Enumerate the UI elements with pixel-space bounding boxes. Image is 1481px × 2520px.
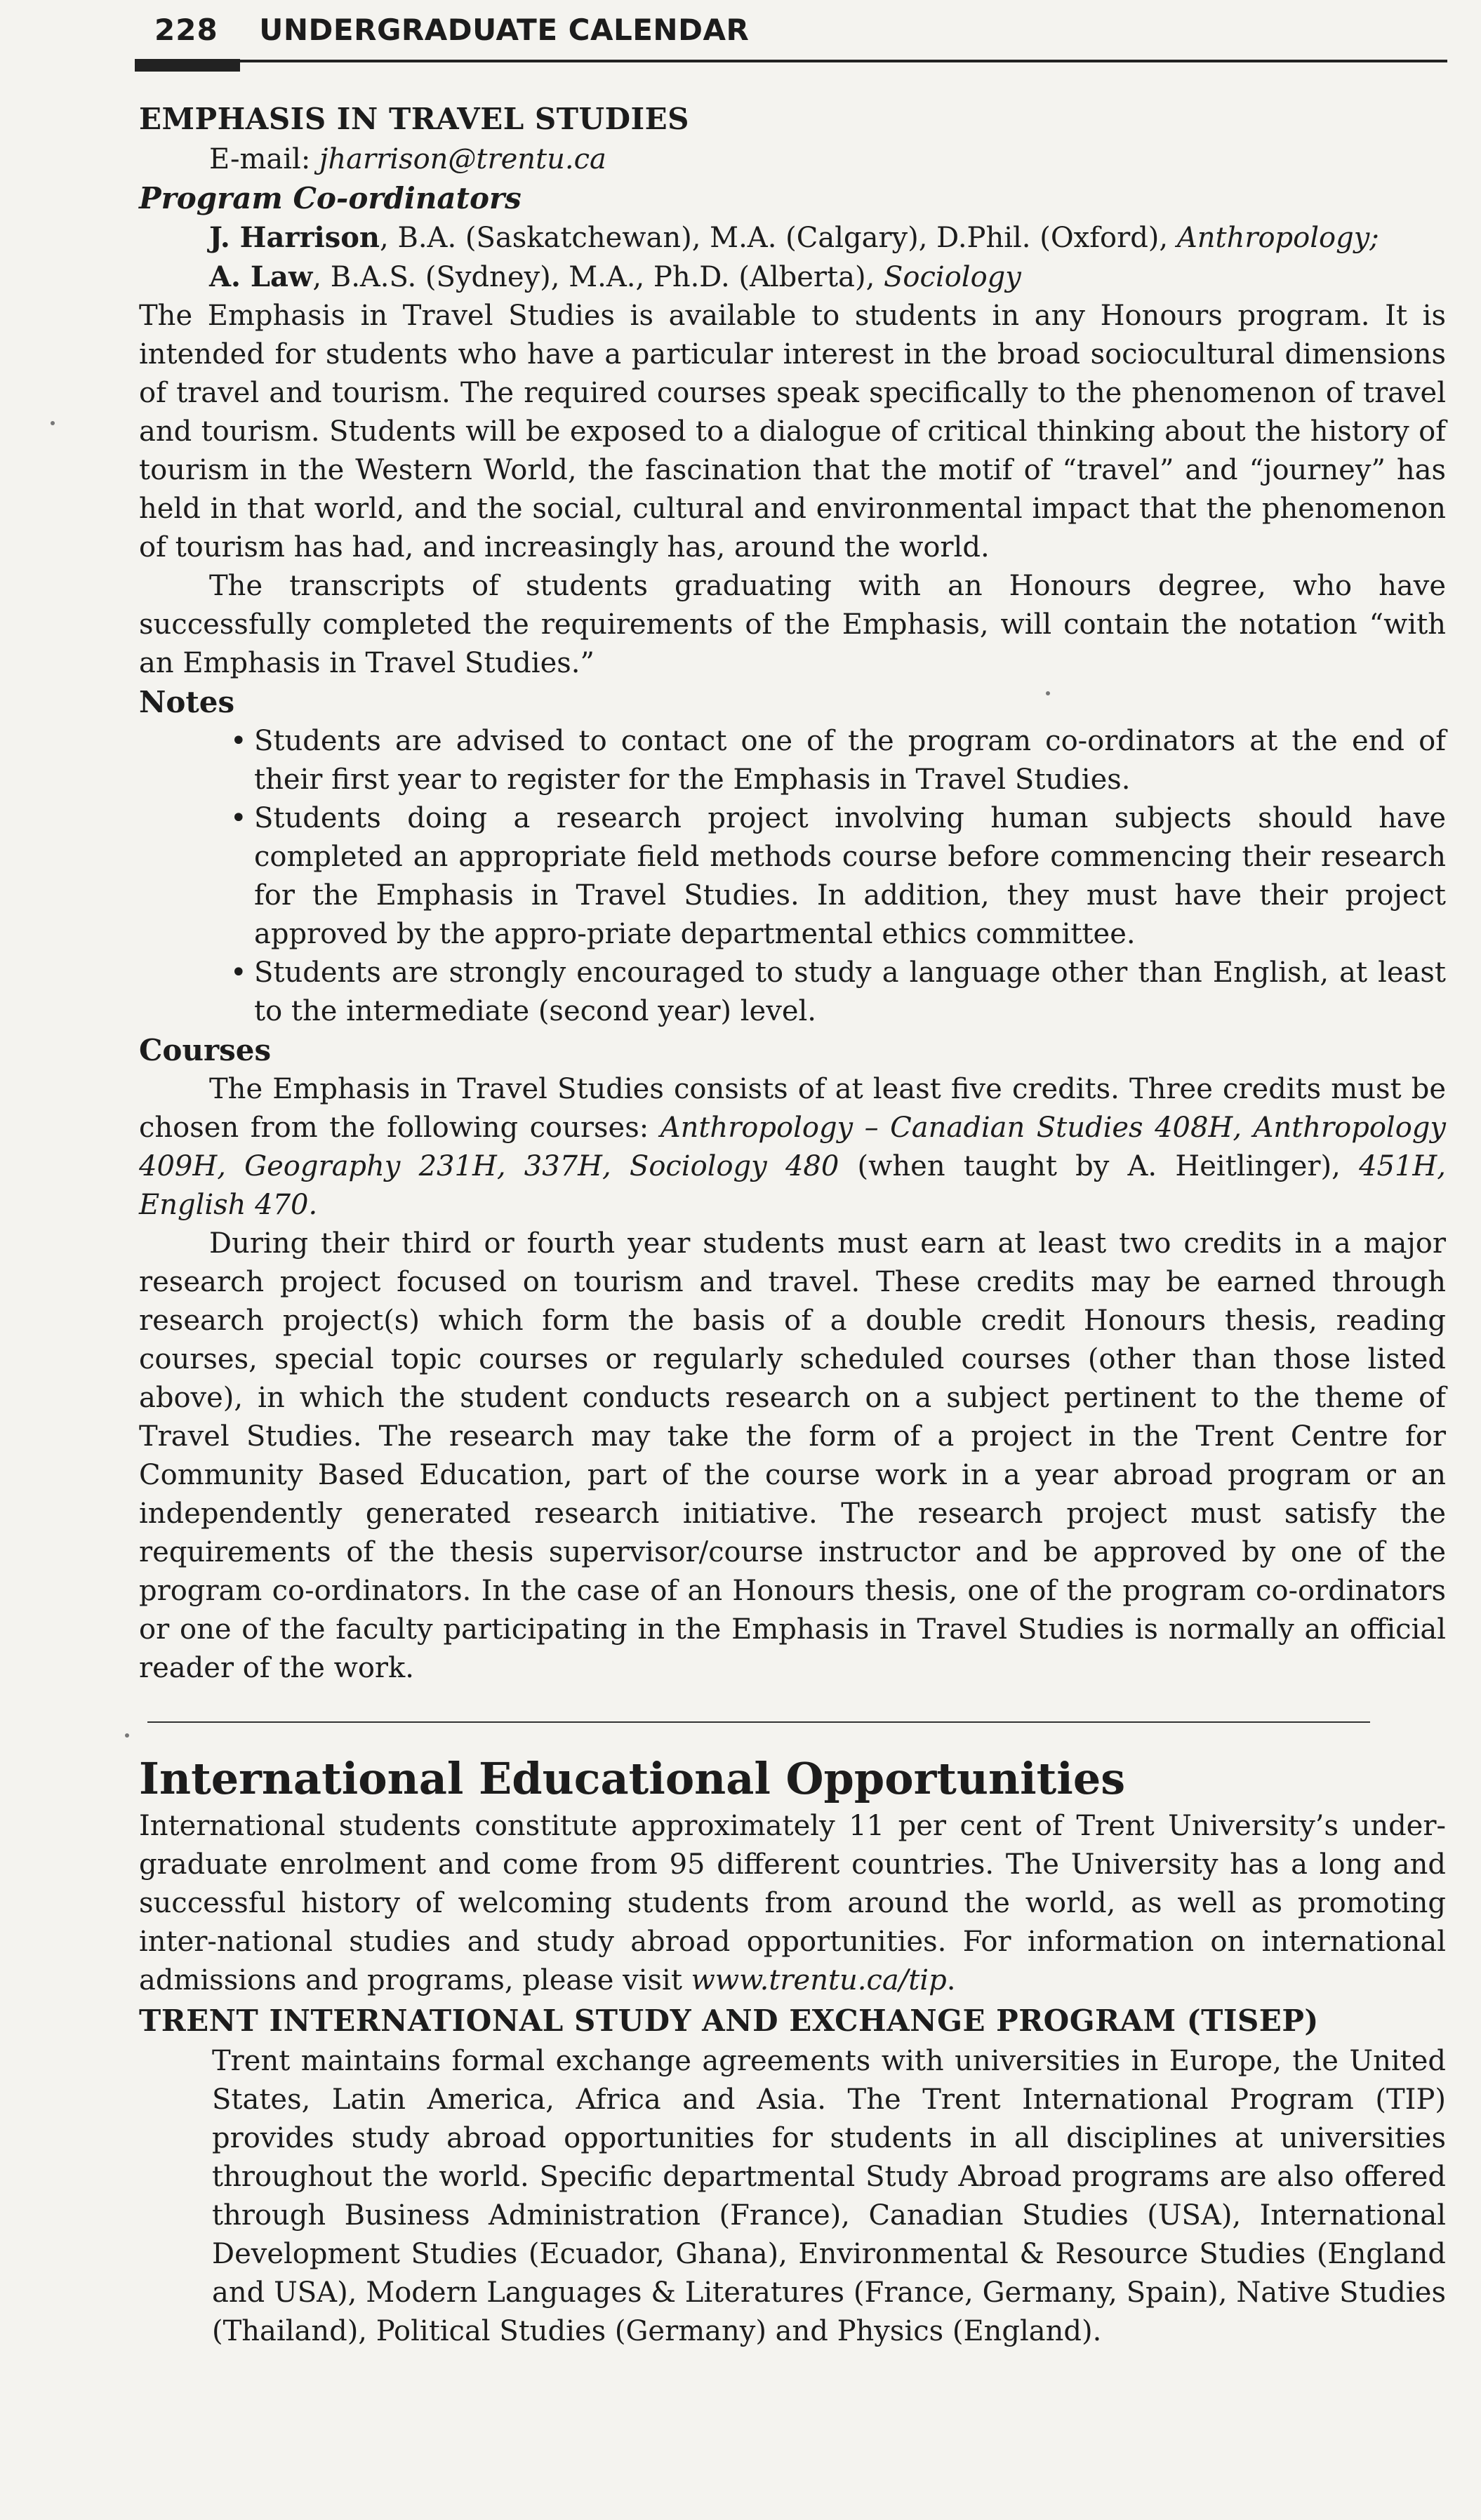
- running-title: UNDERGRADUATE CALENDAR: [259, 13, 750, 47]
- email-address[interactable]: jharrison@trentu.ca: [319, 143, 606, 175]
- note-text: Students are strongly encouraged to study a language other than English, at least to the intermediate (second year) level.: [254, 956, 1446, 1027]
- course-list: 451H, English 470.: [139, 1150, 1447, 1221]
- list-item: [230, 799, 1446, 954]
- transcripts-paragraph: The transcripts of students graduating with an Honours degree, who have successfully completed the requirements of the Emphasis, will contain the notation “with an Emphasis in Travel Studies.”: [139, 570, 1446, 679]
- note-text: Students doing a research project involving human subjects should have completed an appropriate field methods course before commencing their research for the Emphasis in Travel Studies. In addition, they must have their project approved by the appro-priate departmental ethics committee.: [254, 802, 1446, 950]
- list-item: [230, 722, 1446, 799]
- bullet-icon: •: [230, 956, 247, 989]
- coordinators-heading: Program Co-ordinators: [139, 181, 522, 215]
- coordinator-name: A. Law: [209, 260, 313, 293]
- intro-text-end: .: [946, 1964, 956, 1996]
- header-rule: [135, 60, 1447, 62]
- courses-text: (when taught by A. Heitlinger),: [839, 1150, 1360, 1182]
- page-number: 228: [154, 13, 218, 47]
- paper-speck: [1046, 691, 1050, 695]
- research-paragraph: During their third or fourth year students must earn at least two credits in a major research project focused on tourism and travel. These credits may be earned through research project(s) which form the basis of a double credit Honours thesis, reading courses, special topic courses or regularly scheduled courses (other than those listed above), in which the student conducts research on a subject pertinent to the theme of Travel Studies. The research may take the form of a project in the Trent Centre for Community Based Education, part of the course work in a year abroad program or an independently generated research initiative. The research project must satisfy the requirements of the thesis supervisor/course instructor and be approved by one of the program co-ordinators. In the case of an Honours thesis, one of the program co-ordinators or one of the faculty participating in the Emphasis in Travel Studies is normally an official reader of the work.: [139, 1227, 1446, 1684]
- section-divider: [147, 1721, 1370, 1723]
- paper-speck: [51, 421, 55, 425]
- international-intro: [139, 1807, 1446, 2000]
- coordinator-name: J. Harrison: [209, 221, 380, 254]
- bullet-icon: •: [230, 725, 247, 757]
- courses-heading: Courses: [139, 1033, 272, 1067]
- coordinator-entry: [139, 258, 1446, 297]
- tisep-paragraph: Trent maintains formal exchange agreements with universities in Europe, the United States, Latin America, Africa and Asia. The Trent International Program (TIP) provides study abroad opportunities for students in all disciplines at universities throughout the world. Specific departmental Study Abroad programs are also offered through Business Administration (France), Canadian Studies (USA), International Development Studies (Ecuador, Ghana), Environmental & Resource Studies (England and USA), Modern Languages & Literatures (France, Germany, Spain), Native Studies (Thailand), Political Studies (Germany) and Physics (England).: [212, 2045, 1446, 2347]
- coordinator-department: Anthropology;: [1176, 222, 1379, 254]
- note-text: Students are advised to contact one of the program co-ordinators at the end of their first year to register for the Emphasis in Travel Studies.: [254, 725, 1446, 796]
- coordinator-department: Sociology: [884, 261, 1021, 293]
- intro-paragraph: The Emphasis in Travel Studies is available to students in any Honours program. It is intended for students who have a particular interest in the broad sociocultural dimensions of travel and tourism. The required courses speak specifically to the phenomenon of travel and tourism. Students will be exposed to a dialogue of critical thinking about the history of tourism in the Western World, the fascination that the motif of “travel” and “journey” has held in that world, and the social, cultural and environmental impact that the phenomenon of tourism has had, and increasingly has, around the world.: [139, 300, 1446, 564]
- notes-list: [139, 722, 1446, 1031]
- intro-text: International students constitute approximately 11 per cent of Trent University’s under-graduate enrolment and come from 95 different countries. The University has a long and successful history of welcoming students from around the world, as well as promoting inter-national studies and study abroad opportunities. For information on international admissions and programs, please visit: [139, 1810, 1446, 1996]
- coordinator-credentials: , B.A.S. (Sydney), M.A., Ph.D. (Alberta),: [312, 261, 884, 293]
- notes-heading: Notes: [139, 685, 235, 719]
- tisep-heading: TRENT INTERNATIONAL STUDY AND EXCHANGE PROGRAM (TISEP): [139, 2004, 1319, 2038]
- email-label: E-mail:: [209, 143, 320, 175]
- list-item: [230, 954, 1446, 1031]
- coordinator-credentials: , B.A. (Saskatchewan), M.A. (Calgary), D.Phil. (Oxford),: [380, 222, 1177, 254]
- bullet-icon: •: [230, 802, 247, 834]
- course-list: Anthropology – Canadian Studies 408H, Anthropology 409H, Geography 231H, 337H, Sociology 480: [139, 1112, 1446, 1182]
- email-line: [139, 140, 1446, 179]
- tip-link[interactable]: www.trentu.ca/tip: [691, 1964, 947, 1996]
- courses-text: The Emphasis in Travel Studies consists of at least five credits. Three credits must be chosen from the following courses:: [139, 1073, 1446, 1144]
- courses-paragraph: [139, 1070, 1446, 1225]
- paper-speck: [125, 1733, 129, 1738]
- header-rule-accent: [135, 59, 240, 72]
- coordinator-entry: [139, 218, 1446, 258]
- page-content: [139, 98, 1446, 2351]
- section-title-international: International Educational Opportunities: [139, 1753, 1126, 1804]
- page-header: [154, 6, 1446, 55]
- section-heading-travel: EMPHASIS IN TRAVEL STUDIES: [139, 102, 690, 136]
